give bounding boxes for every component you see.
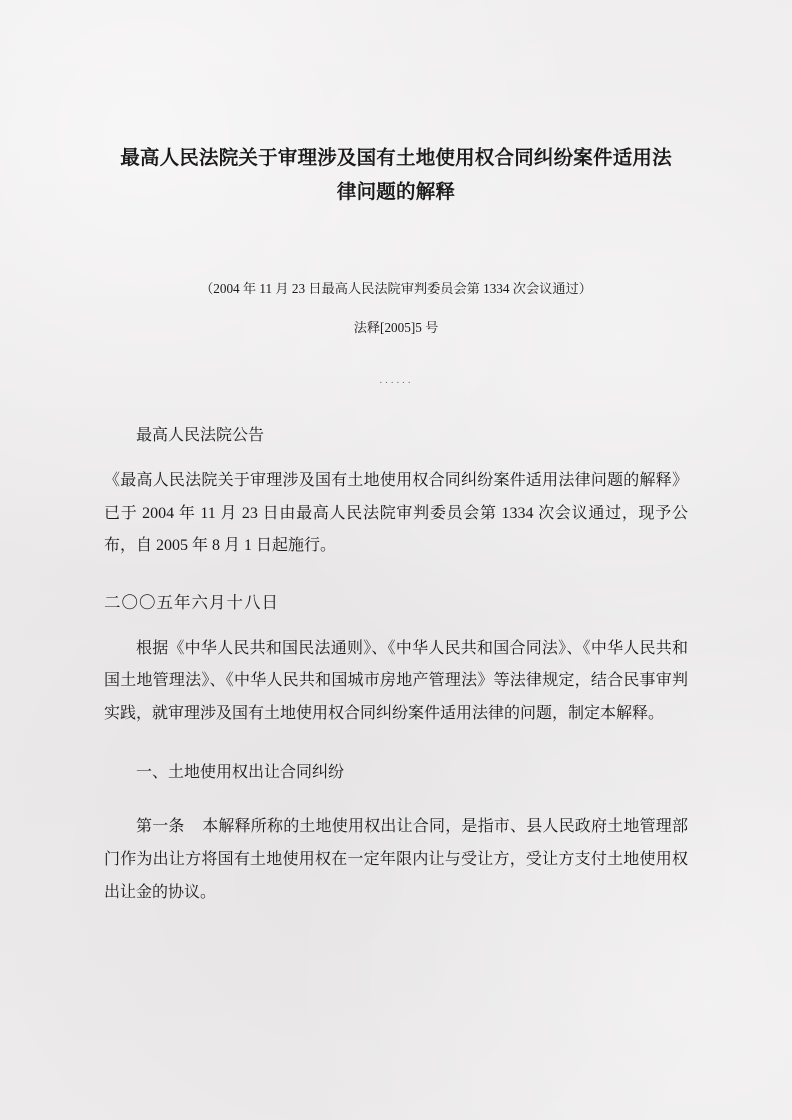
document-number: 法释[2005]5 号 [353,320,439,336]
article-one-text: 本解释所称的土地使用权出让合同，是指市、县人民政府土地管理部门作为出让方将国有土地使用权在一定年限内让与受让方，受让方支付土地使用权出让金的协议。 [104,818,688,901]
section-heading-one: 一、土地使用权出让合同纠纷 [136,764,345,782]
document-content [104,0,688,1120]
issue-date: 二〇〇五年六月十八日 [104,593,279,613]
page-title-line-2: 律问题的解释 [336,182,456,204]
article-one-label: 第一条 [136,818,185,836]
page-title [104,0,688,210]
announcement-body: 《最高人民法院关于审理涉及国有土地使用权合同纠纷案件适用法律问题的解释》已于 2004 年 11 月 23 日由最高人民法院审判委员会第 1334 次会议通过，现予公布，自 2005 年 8 月 1 日起施行。 [104,471,688,555]
preamble-paragraph: 根据《中华人民共和国民法通则》、《中华人民共和国合同法》、《中华人民共和国土地管理法》、《中华人民共和国城市房地产管理法》等法律规定，结合民事审判实践，就审理涉及国有土地使用权合同纠纷案件适用法律的问题，制定本解释。 [104,639,688,723]
session-note: （2004 年 11 月 23 日最高人民法院审判委员会第 1334 次会议通过） [200,281,592,297]
article-one [104,811,688,909]
announcement-heading: 最高人民法院公告 [136,426,265,444]
separator-dots: ······ [379,376,413,389]
page-title-line-1: 最高人民法院关于审理涉及国有土地使用权合同纠纷案件适用法 [120,148,672,169]
